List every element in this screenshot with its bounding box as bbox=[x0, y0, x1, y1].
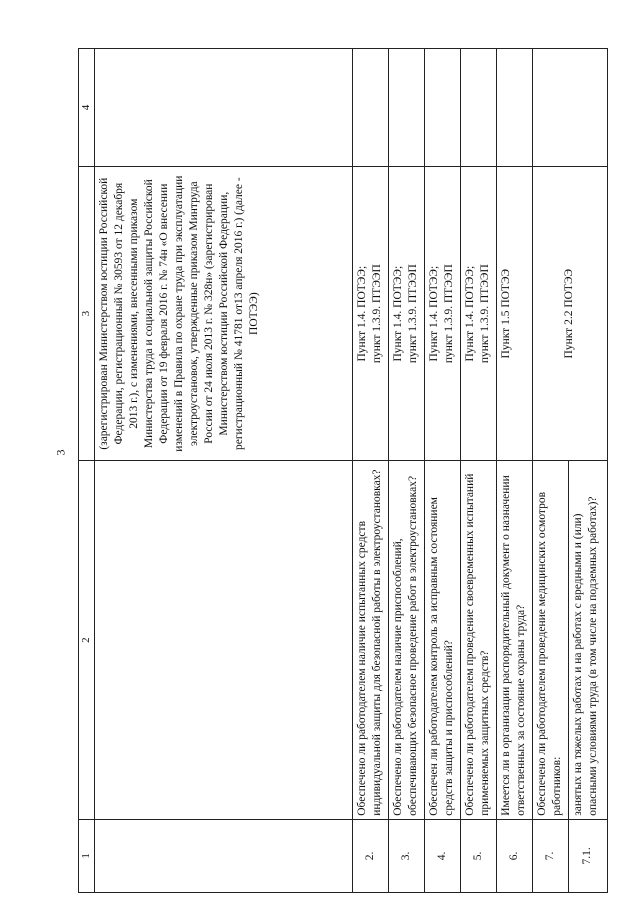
row-number: 2. bbox=[352, 819, 388, 892]
row-reference bbox=[460, 166, 496, 461]
row-reference bbox=[424, 166, 460, 461]
cell-requirement-doc: (зарегистрирован Министерством юстиции Российской Федерации, регистрационный № 30593 от 12 декабря 2013 г.), с изменениями, внесенными приказом Министерства труда и социальной защиты Российской Федерации от 19 февраля 2016 г. № 74н «О внесении изменений в Правила по охране труда при эксплуатации электроустановок, утвержденные приказом Минтруда России от 24 июля 2013 г. № 328н» (зарегистрирован Министерством юстиции Российской Федерации, регистрационный № 41781 от13 апреля 2016 г.) (далее - ПОТЭЭ) bbox=[95, 166, 352, 461]
row-question: Обеспечено ли работодателем наличие приспособлений, обеспечивающих безопасное проведение работ в электроустановках? bbox=[388, 461, 424, 819]
table-row bbox=[460, 49, 496, 893]
reference-line-1: Пункт 1.4. ПОТЭЭ; bbox=[463, 265, 476, 362]
reference-line-2: пункт 1.3.9. ПТЭЭП bbox=[478, 264, 491, 364]
row-note bbox=[388, 49, 424, 167]
row-question: Обеспечен ли работодателем контроль за исправным состоянием средств защиты и приспособлений? bbox=[424, 461, 460, 819]
reference-line-1: Пункт 1.4. ПОТЭЭ; bbox=[391, 265, 404, 362]
row-reference bbox=[352, 166, 388, 461]
header-col-1: 1 bbox=[79, 819, 95, 892]
row-note bbox=[532, 49, 607, 167]
row-note bbox=[496, 49, 532, 167]
row-note bbox=[460, 49, 496, 167]
row-number: 6. bbox=[496, 819, 532, 892]
checklist-table bbox=[78, 48, 608, 893]
header-col-4: 4 bbox=[79, 49, 95, 167]
row-question: Обеспечено ли работодателем проведение своевременных испытаний применяемых защитных средств? bbox=[460, 461, 496, 819]
table-row bbox=[496, 49, 532, 893]
table-row bbox=[95, 49, 352, 893]
table-row bbox=[424, 49, 460, 893]
reference-line-2: пункт 1.3.9. ПТЭЭП bbox=[406, 264, 419, 364]
table-row bbox=[388, 49, 424, 893]
row-number: 7. bbox=[532, 819, 568, 892]
table-row bbox=[532, 49, 568, 893]
row-number: 5. bbox=[460, 819, 496, 892]
row-question: Обеспечено ли работодателем наличие испытанных средств индивидуальной защиты для безопасной работы в электроустановках? bbox=[352, 461, 388, 819]
header-row bbox=[79, 49, 95, 893]
header-col-2: 2 bbox=[79, 461, 95, 819]
reference-line-1: Пункт 1.4. ПОТЭЭ; bbox=[355, 265, 368, 362]
row-number: 3. bbox=[388, 819, 424, 892]
row-question: занятых на тяжелых работах и на работах с вредными и (или) опасными условиями труда (в том числе на подземных работах)? bbox=[568, 461, 607, 819]
row-number: 4. bbox=[424, 819, 460, 892]
reference-line-2: пункт 1.3.9. ПТЭЭП bbox=[370, 264, 383, 364]
row-question: Обеспечено ли работодателем проведение медицинских осмотров работников: bbox=[532, 461, 568, 819]
row-note bbox=[352, 49, 388, 167]
row-reference: Пункт 1.5 ПОТЭЭ bbox=[496, 166, 532, 461]
checklist-table-rotated bbox=[78, 48, 608, 893]
row-number: 7.1. bbox=[568, 819, 607, 892]
reference-line-2: пункт 1.3.9. ПТЭЭП bbox=[442, 264, 455, 364]
row-question: Имеется ли в организации распорядительный документ о назначении ответственных за состояние охраны труда? bbox=[496, 461, 532, 819]
cell-question bbox=[95, 461, 352, 819]
page-number: 3 bbox=[53, 449, 68, 456]
cell-num bbox=[95, 819, 352, 892]
cell-note bbox=[95, 49, 352, 167]
row-note bbox=[424, 49, 460, 167]
row-reference: Пункт 2.2 ПОТЭЭ bbox=[532, 166, 607, 461]
row-reference bbox=[388, 166, 424, 461]
reference-line-1: Пункт 1.4. ПОТЭЭ; bbox=[427, 265, 440, 362]
header-col-3: 3 bbox=[79, 166, 95, 461]
table-row bbox=[352, 49, 388, 893]
